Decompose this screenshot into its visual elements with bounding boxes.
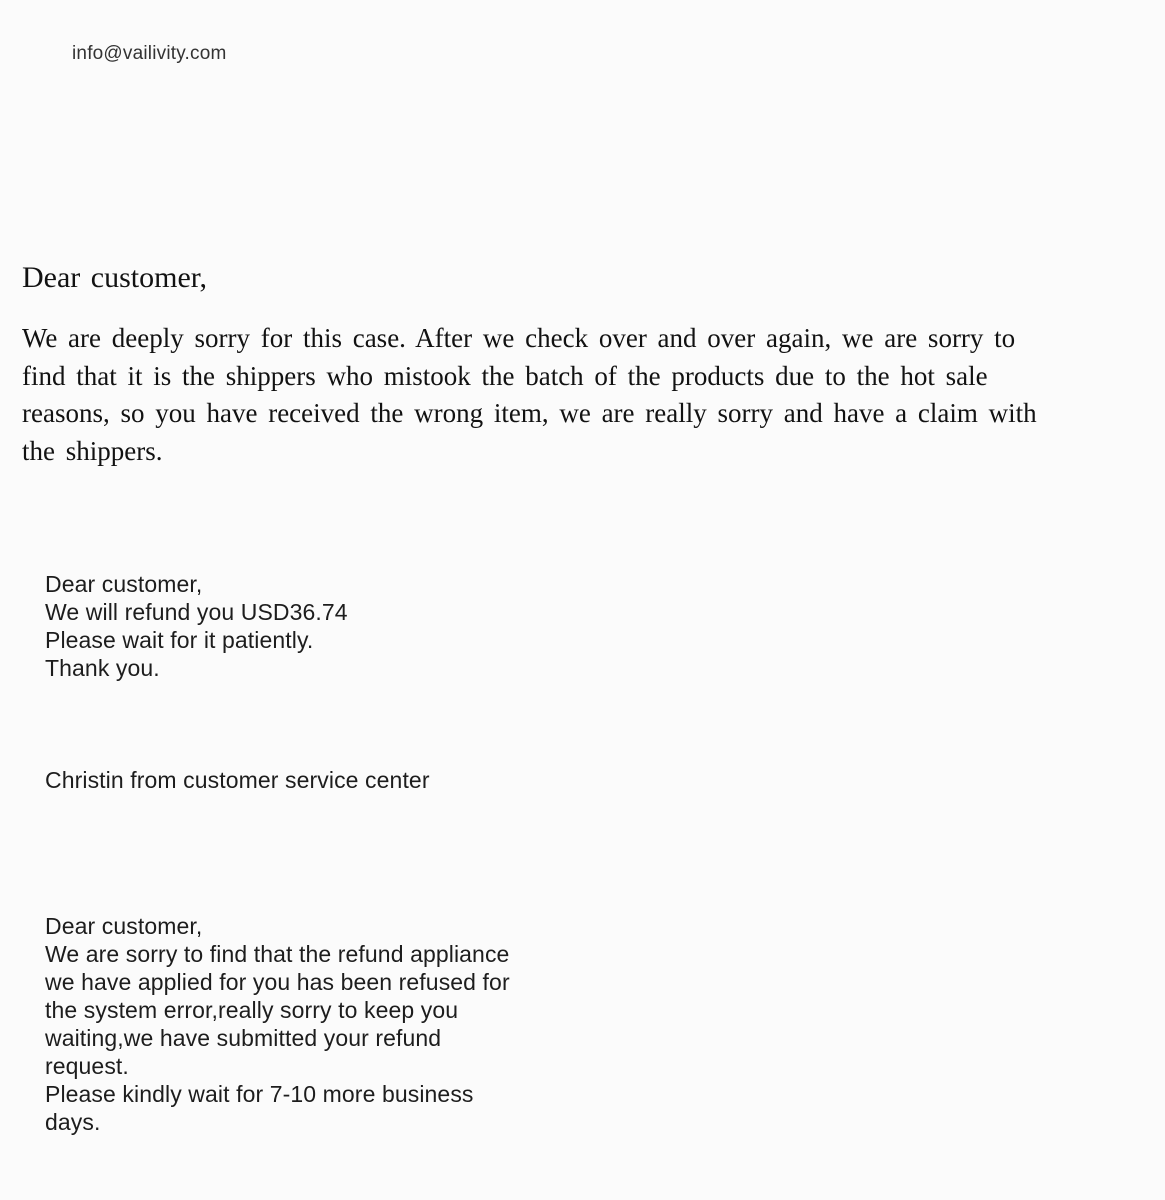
status-note-line: We are sorry to find that the refund appliance [45,941,510,967]
sender-email-address[interactable]: info@vailivity.com [72,43,227,64]
status-note-line: days. [45,1109,101,1135]
status-note-line: we have applied for you has been refused for [45,969,510,995]
refund-note-line: We will refund you USD36.74 [45,599,348,625]
status-note-line: Please kindly wait for 7-10 more business [45,1081,474,1107]
refund-note-line: Please wait for it patiently. [45,627,314,653]
paragraph-line: reasons, so you have received the wrong item, we are really sorry and have a claim with [22,398,1037,428]
paragraph-line: We are deeply sorry for this case. After we check over and over again, we are sorry to [22,323,1016,353]
apology-paragraph [22,320,1152,470]
paragraph-line: the shippers. [22,435,163,466]
status-note-line: Dear customer, [45,913,203,939]
status-note-line: the system error,really sorry to keep you [45,997,459,1023]
letter-greeting: Dear customer, [22,261,208,294]
refund-status-note [45,912,510,1136]
status-note-line: waiting,we have submitted your refund [45,1025,442,1051]
refund-note-line: Dear customer, [45,571,203,597]
paragraph-line: find that it is the shippers who mistook the batch of the products due to the hot sale [22,360,988,391]
status-note-line: request. [45,1053,129,1079]
refund-note-line: Thank you. [45,655,160,681]
refund-note [45,570,348,682]
customer-service-signature: Christin from customer service center [45,767,430,793]
